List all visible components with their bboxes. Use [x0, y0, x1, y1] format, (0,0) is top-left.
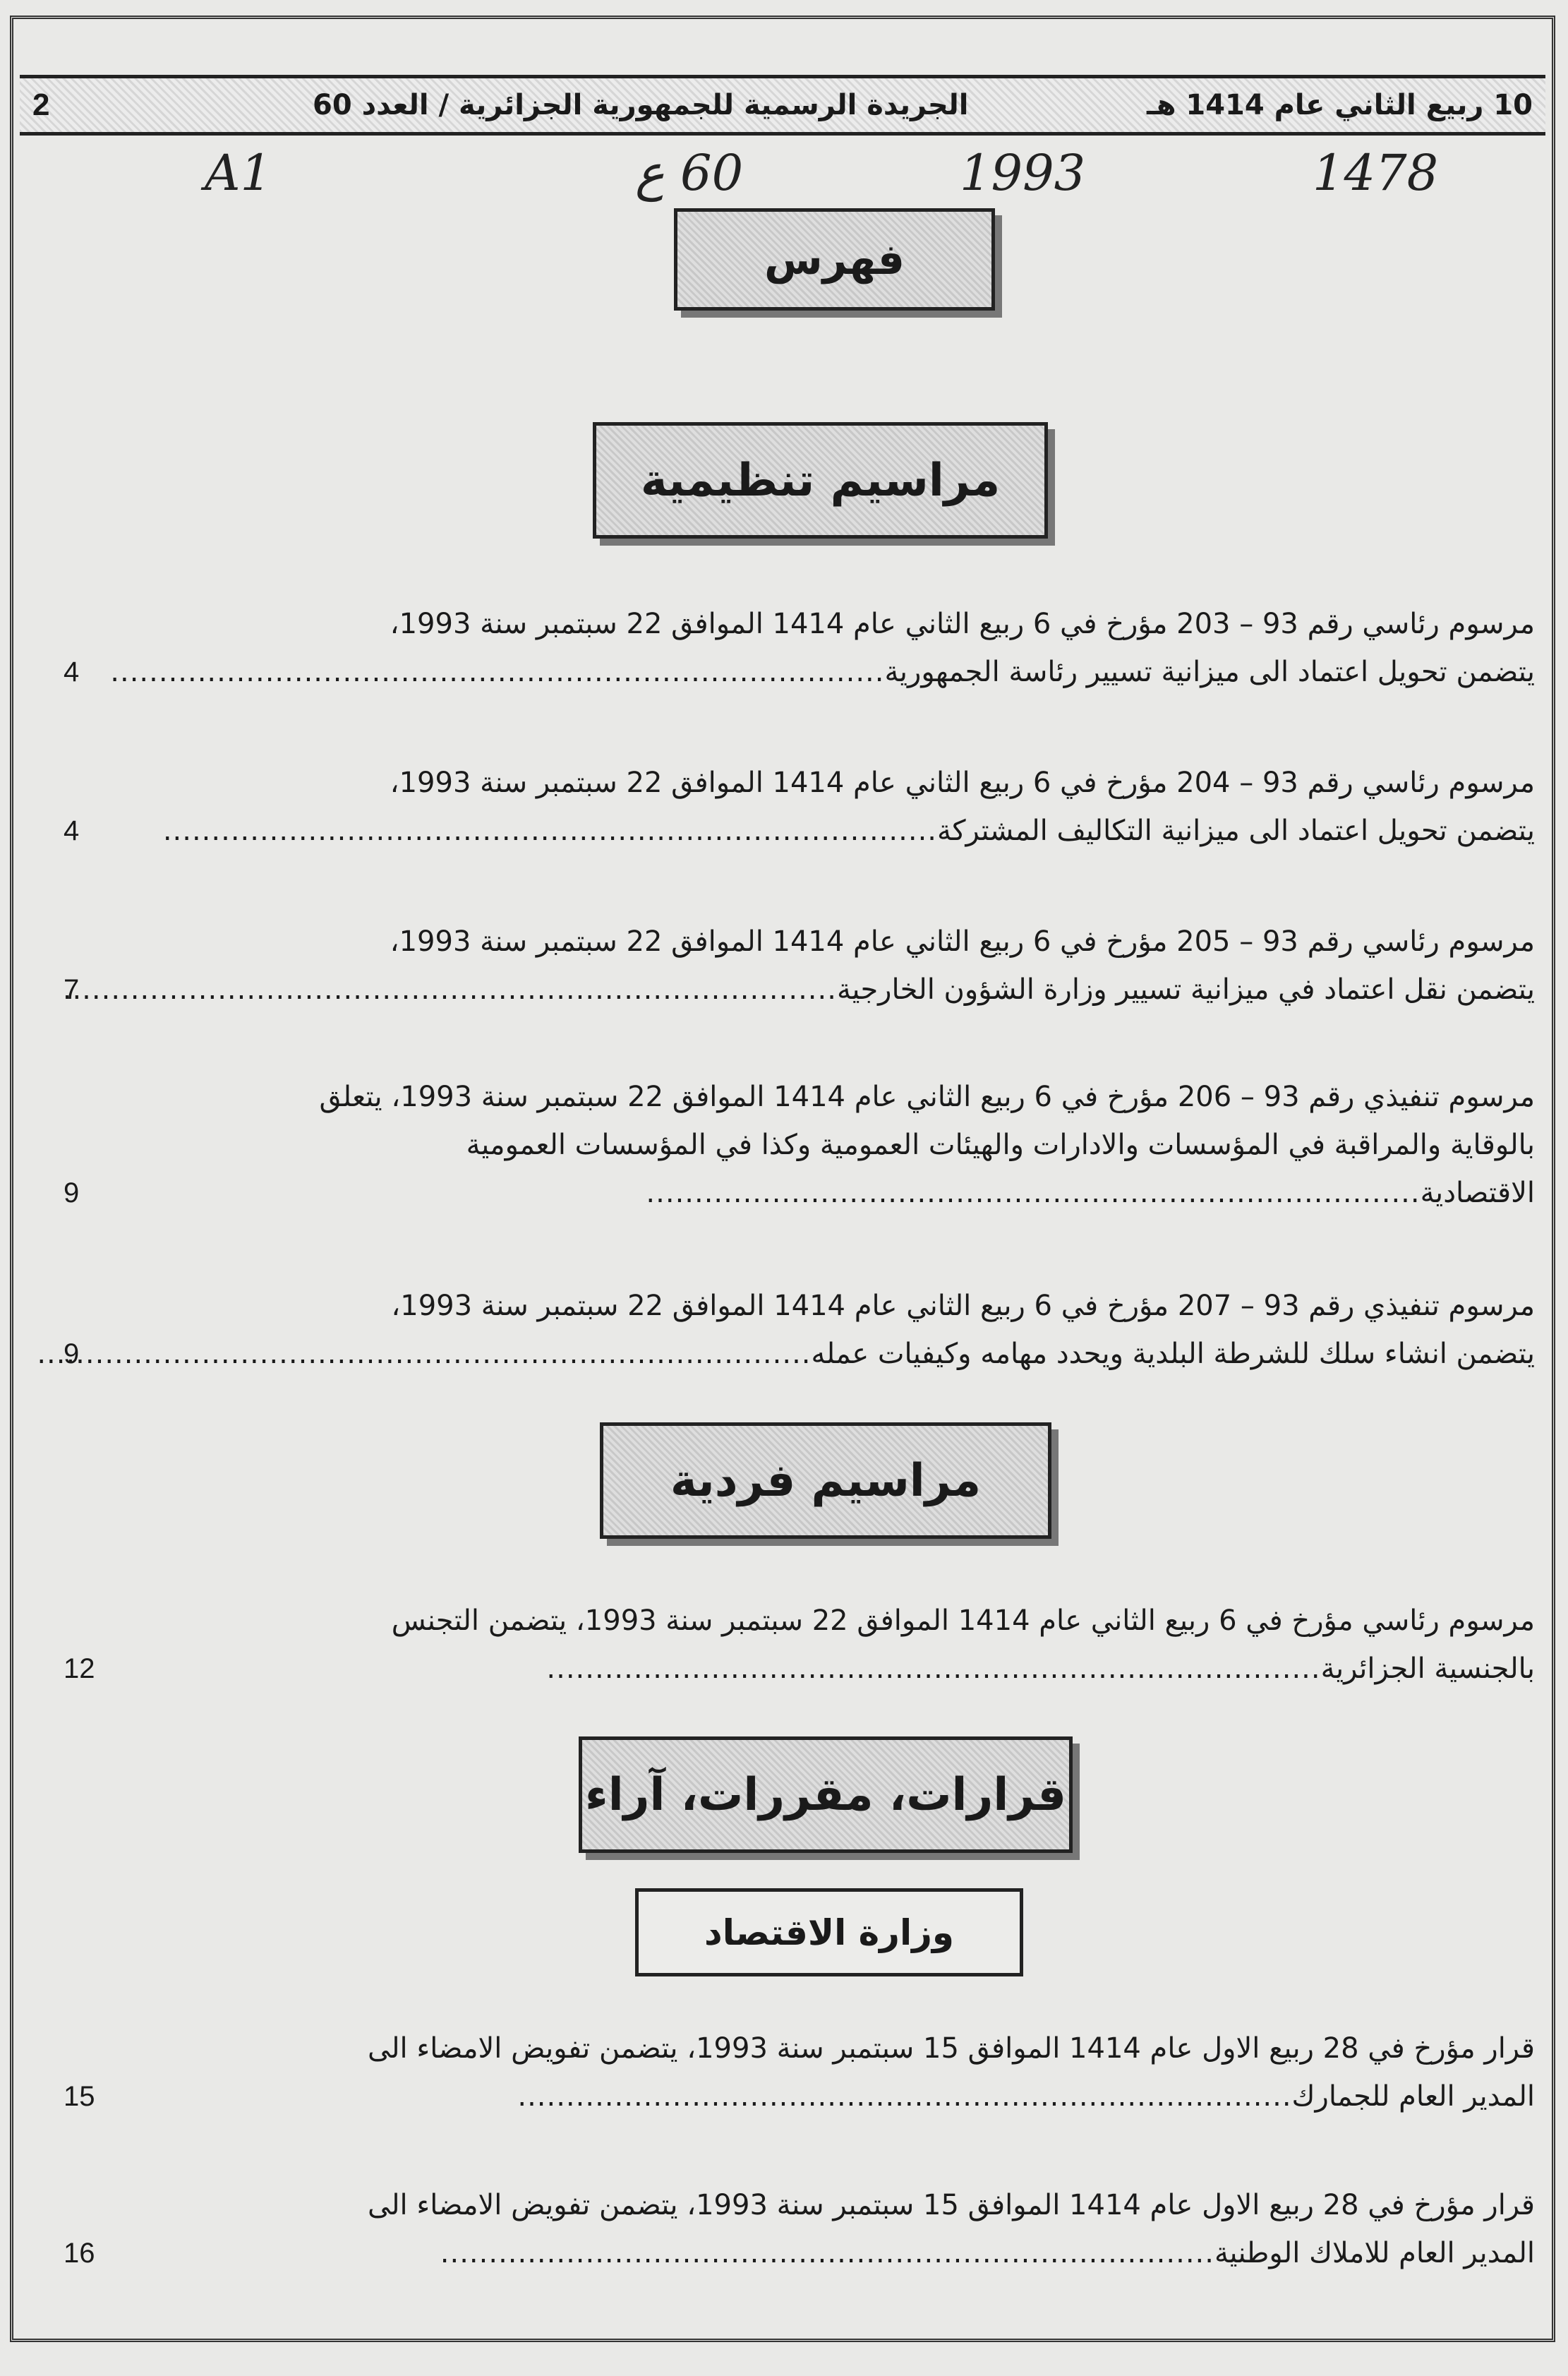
entry-line: يتضمن تحويل اعتماد الى ميزانية التكاليف المشتركة [937, 815, 1535, 847]
toc-title: فهرس [674, 208, 995, 311]
leader-dots [108, 648, 884, 696]
toc-entry [56, 1597, 1535, 1693]
entry-line: بالجنسية الجزائرية [1320, 1652, 1535, 1685]
page-reference: 12 [64, 1653, 95, 1684]
section-ministry-economy: وزارة الاقتصاد [635, 1888, 1023, 1976]
handwritten-note-year: 1993 [960, 144, 1086, 202]
entry-line: الاقتصادية [1420, 1177, 1535, 1209]
leader-dots [644, 1169, 1421, 1217]
toc-entry [56, 600, 1535, 696]
page-number: 2 [32, 88, 50, 122]
issue-date: 10 ربيع الثاني عام 1414 هـ [1147, 89, 1533, 121]
entry-line: يتضمن نقل اعتماد في ميزانية تسيير وزارة الشؤون الخارجية [836, 973, 1535, 1006]
section-regulatory-decrees: مراسيم تنظيمية [593, 422, 1048, 539]
entry-line: المدير العام للاملاك الوطنية [1214, 2237, 1535, 2269]
section-individual-decrees: مراسيم فردية [600, 1422, 1051, 1539]
page-reference: 4 [64, 815, 80, 846]
handwritten-note-number: 1478 [1313, 144, 1439, 202]
page-reference: 4 [64, 656, 80, 688]
handwritten-note-issue: 60 ع [635, 144, 744, 202]
leader-dots [545, 1645, 1321, 1693]
section-decisions: قرارات، مقررات، آراء [579, 1736, 1073, 1853]
entry-line: بالوقاية والمراقبة في المؤسسات والادارات والهيئات العمومية وكذا في المؤسسات العمومية [466, 1129, 1535, 1161]
entry-line: قرار مؤرخ في 28 ربيع الاول عام 1414 الموافق 15 سبتمبر سنة 1993، يتضمن تفويض الامضاء الى [368, 2189, 1535, 2221]
entry-line: يتضمن تحويل اعتماد الى ميزانية تسيير رئاسة الجمهورية [884, 656, 1535, 688]
toc-entry [56, 918, 1535, 1014]
toc-entry [56, 1282, 1535, 1378]
leader-dots [438, 2229, 1214, 2277]
toc-entry [56, 1073, 1535, 1217]
entry-line: قرار مؤرخ في 28 ربيع الاول عام 1414 الموافق 15 سبتمبر سنة 1993، يتضمن تفويض الامضاء الى [368, 2032, 1535, 2065]
leader-dots [516, 2072, 1292, 2120]
page-reference: 9 [64, 1338, 80, 1369]
handwritten-note-a1: A1 [205, 144, 272, 202]
entry-line: مرسوم تنفيذي رقم 93 – 207 مؤرخ في 6 ربيع الثاني عام 1414 الموافق 22 سبتمبر سنة 1993، [391, 1290, 1535, 1322]
toc-entry [56, 2181, 1535, 2277]
entry-line: مرسوم رئاسي رقم 93 – 203 مؤرخ في 6 ربيع الثاني عام 1414 الموافق 22 سبتمبر سنة 1993، [390, 608, 1535, 640]
entry-line: المدير العام للجمارك [1291, 2080, 1535, 2113]
entry-line: مرسوم تنفيذي رقم 93 – 206 مؤرخ في 6 ربيع الثاني عام 1414 الموافق 22 سبتمبر سنة 1993، يتعلق [319, 1081, 1535, 1113]
page-header [20, 75, 1545, 136]
toc-entry [56, 2024, 1535, 2120]
leader-dots [161, 807, 937, 855]
entry-line: مرسوم رئاسي رقم 93 – 204 مؤرخ في 6 ربيع الثاني عام 1414 الموافق 22 سبتمبر سنة 1993، [390, 767, 1535, 799]
page-reference: 15 [64, 2081, 95, 2112]
journal-title: الجريدة الرسمية للجمهورية الجزائرية / العدد 60 [313, 89, 969, 121]
page-reference: 16 [64, 2238, 95, 2269]
entry-line: مرسوم رئاسي رقم 93 – 205 مؤرخ في 6 ربيع الثاني عام 1414 الموافق 22 سبتمبر سنة 1993، [390, 925, 1535, 958]
toc-entry [56, 759, 1535, 855]
leader-dots [61, 966, 837, 1014]
entry-line: مرسوم رئاسي مؤرخ في 6 ربيع الثاني عام 1414 الموافق 22 سبتمبر سنة 1993، يتضمن التجنس [391, 1604, 1535, 1637]
entry-line: يتضمن انشاء سلك للشرطة البلدية ويحدد مهامه وكيفيات عمله [811, 1338, 1535, 1370]
page-reference: 7 [64, 974, 80, 1005]
page-reference: 9 [64, 1177, 80, 1208]
leader-dots [35, 1330, 812, 1378]
